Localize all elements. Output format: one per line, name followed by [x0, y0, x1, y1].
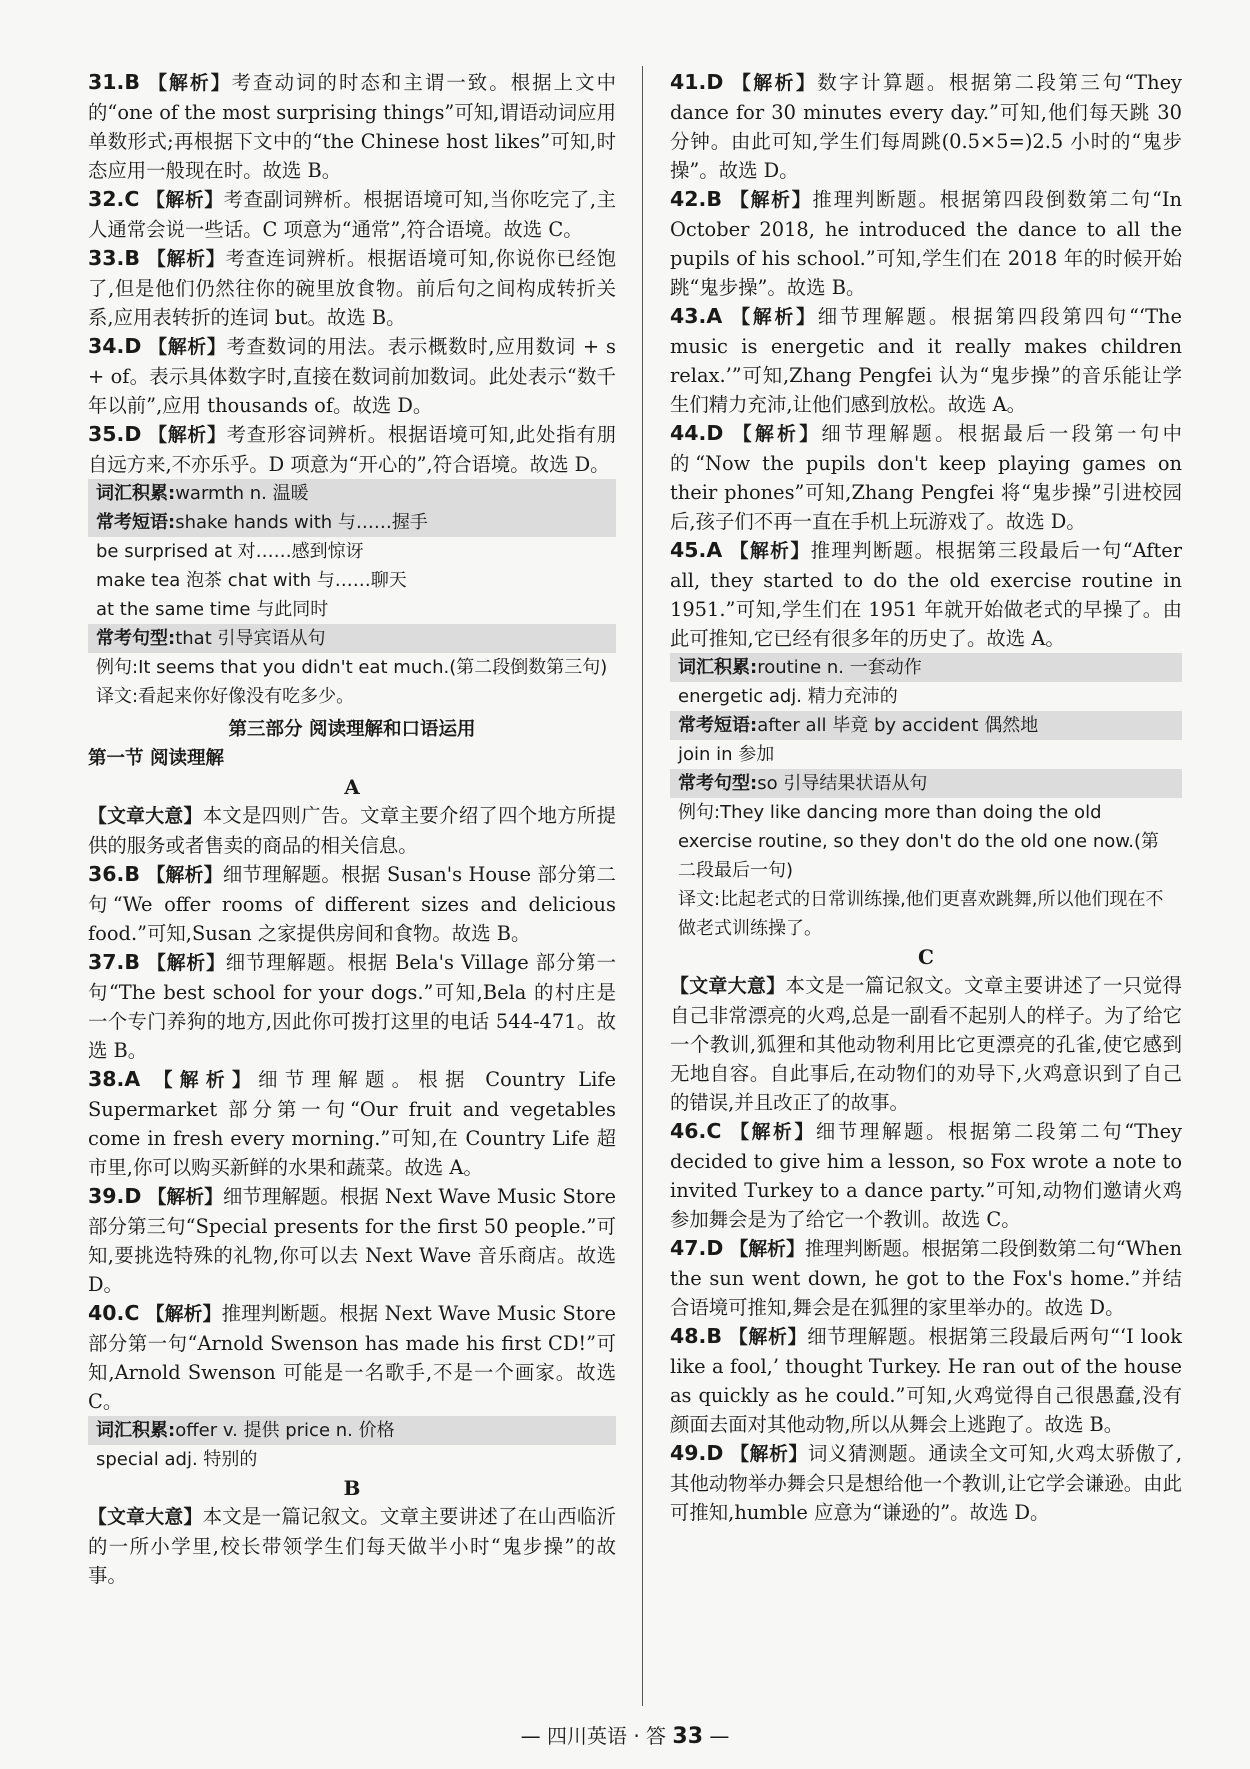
answer-35: 35.D 【解析】考查形容词辨析。根据语境可知,此处指有朋自远方来,不亦乐乎。D 项意为“开心的”,符合语境。故选 D。 [88, 422, 617, 476]
answer-37: 37.B 【解析】细节理解题。根据 Bela's Village 部分第一句“The best school for your dogs.”可知,Bela 的村庄是一个专门养狗的地方,因此你可拨打这里的电话 544-471。故选 B。 [88, 950, 617, 1062]
summary-b: 【文章大意】本文是一篇记叙文。文章主要讲述了在山西临沂的一所小学里,校长带领学生们每天做半小时“鬼步操”的故事。 [88, 1505, 617, 1587]
passage-letter-b: B [343, 1476, 361, 1500]
part-title: 第三部分 阅读理解和口语运用 [228, 719, 476, 740]
column-divider [642, 66, 643, 1706]
answer-43: 43.A 【解析】细节理解题。根据第四段第四句“‘The music is energetic and it really makes children relax.’”可知,Zhang Pengfei 认为“鬼步操”的音乐能让学生们精力充沛,让他们感到放松。故选 A。 [670, 304, 1182, 416]
left-column [88, 68, 616, 1590]
answer-33: 33.B 【解析】考查连词辨析。根据语境可知,你说你已经饱了,但是他们仍然往你的碗里放食物。前后句之间构成转折关系,应用表转折的连词 but。故选 B。 [88, 246, 616, 329]
knowledge-box-3: 词汇积累:routine n. 一套动作 energetic adj. 精力充沛的 常考短语:after all 毕竟 by accident 偶然地 join in 参加 常考句型:so 引导结果状语从句 例句:They like dancing more than doing the old exercise routine, so they don't do the old one now.(第二段最后一句) 译文:比起老式的日常训练操,他们更喜欢跳舞,所以他们现在不做老式训练操了。 [670, 653, 1182, 943]
knowledge-box-2: 词汇积累:offer v. 提供 price n. 价格 special adj. 特别的 [88, 1416, 616, 1474]
passage-letter-c: C [918, 945, 934, 969]
answer-32: 32.C 【解析】考查副词辨析。根据语境可知,当你吃完了,主人通常会说一些话。C 项意为“通常”,符合语境。故选 C。 [88, 187, 617, 241]
answer-45: 45.A 【解析】推理判断题。根据第三段最后一句“After all, they started to do the old exercise routine in 1951.”可知,学生们在 1951 年就开始做老式的早操了。由此可推知,它已经有很多年的历史了。故选 A。 [670, 538, 1182, 650]
answer-34: 34.D 【解析】考查数词的用法。表示概数时,应用数词 + s + of。表示具体数字时,直接在数词前加数词。此处表示“数千年以前”,应用 thousands of。故选 D。 [88, 334, 616, 417]
answer-31: 31.B 【解析】考查动词的时态和主谓一致。根据上文中的“one of the most surprising things”可知,谓语动词应用单数形式;再根据下文中的“the Chinese host likes”可知,时态应用一般现在时。故选 B。 [88, 70, 616, 182]
answer-36: 36.B 【解析】细节理解题。根据 Susan's House 部分第二句“We offer rooms of different sizes and delicious food.”可知,Susan 之家提供房间和食物。故选 B。 [88, 862, 617, 945]
answer-41: 41.D 【解析】数字计算题。根据第二段第三句“They dance for 30 minutes every day.”可知,他们每天跳 30 分钟。由此可知,学生们每周跳(0.5×5=)2.5 小时的“鬼步操”。故选 D。 [670, 70, 1183, 182]
section-title: 第一节 阅读理解 [88, 748, 224, 769]
answer-49: 49.D 【解析】词义猜测题。通读全文可知,火鸡太骄傲了,其他动物举办舞会只是想给他一个教训,让它学会谦逊。由此可推知,humble 应意为“谦逊的”。故选 D。 [670, 1441, 1183, 1524]
answer-39: 39.D 【解析】细节理解题。根据 Next Wave Music Store 部分第三句“Special presents for the first 50 people.”可知,要挑选特殊的礼物,你可以去 Next Wave 音乐商店。故选 D。 [88, 1184, 616, 1296]
summary-a: 【文章大意】本文是四则广告。文章主要介绍了四个地方所提供的服务或者售卖的商品的相关信息。 [88, 804, 617, 857]
page-footer: — 四川英语 · 答 33 — [520, 1724, 730, 1749]
answer-38: 38.A 【解析】细节理解题。根据 Country Life Supermarket 部分第一句“Our fruit and vegetables come in fresh every morning.”可知,在 Country Life 超市里,你可以购买新鲜的水果和蔬菜。故选 A。 [88, 1067, 617, 1179]
knowledge-box-1: 词汇积累:warmth n. 温暖 常考短语:shake hands with 与……握手 be surprised at 对……感到惊讶 make tea 泡茶 chat with 与……聊天 at the same time 与此同时 常考句型:that 引导宾语从句 例句:It seems that you didn't eat much.(第二段倒数第三句) 译文:看起来你好像没有吃多少。 [88, 479, 616, 711]
answer-40: 40.C 【解析】推理判断题。根据 Next Wave Music Store 部分第一句“Arnold Swenson has made his first CD!”可知,Arnold Swenson 可能是一名歌手,不是一个画家。故选 C。 [88, 1301, 616, 1413]
page-number: 33 [672, 1724, 704, 1749]
answer-42: 42.B 【解析】推理判断题。根据第四段倒数第二句“In October 2018, he introduced the dance to all the pupils of his school.”可知,学生们在 2018 年的时候开始跳“鬼步操”。故选 B。 [670, 187, 1183, 299]
summary-c: 【文章大意】本文是一篇记叙文。文章主要讲述了一只觉得自己非常漂亮的火鸡,总是一副看不起别人的样子。为了给它一个教训,狐狸和其他动物利用比它更漂亮的孔雀,使它感到无地自容。自此事后,在动物们的劝导下,火鸡意识到了自己的错误,并且改正了的故事。 [670, 974, 1183, 1114]
answer-44: 44.D 【解析】细节理解题。根据最后一段第一句中的“Now the pupils don't keep playing games on their phones”可知,Zhang Pengfei 将“鬼步操”引进校园后,孩子们不再一直在手机上玩游戏了。故选 D。 [670, 421, 1183, 533]
answer-46: 46.C 【解析】细节理解题。根据第二段第二句“They decided to give him a lesson, so Fox wrote a note to invited Turkey to a dance party.”可知,动物们邀请火鸡参加舞会是为了给它一个教训。故选 C。 [670, 1119, 1183, 1231]
answer-48: 48.B 【解析】细节理解题。根据第三段最后两句“‘I look like a fool,’ thought Turkey. He ran out of the house as quickly as he could.”可知,火鸡觉得自己很愚蠢,没有颜面去面对其他动物,所以从舞会上逃跑了。故选 B。 [670, 1324, 1183, 1436]
right-column [670, 68, 1182, 1527]
answer-47: 47.D 【解析】推理判断题。根据第二段倒数第二句“When the sun went down, he got to the Fox's home.”并结合语境可推知,舞会是在狐狸的家里举办的。故选 D。 [670, 1236, 1182, 1319]
passage-letter-a: A [344, 775, 360, 799]
